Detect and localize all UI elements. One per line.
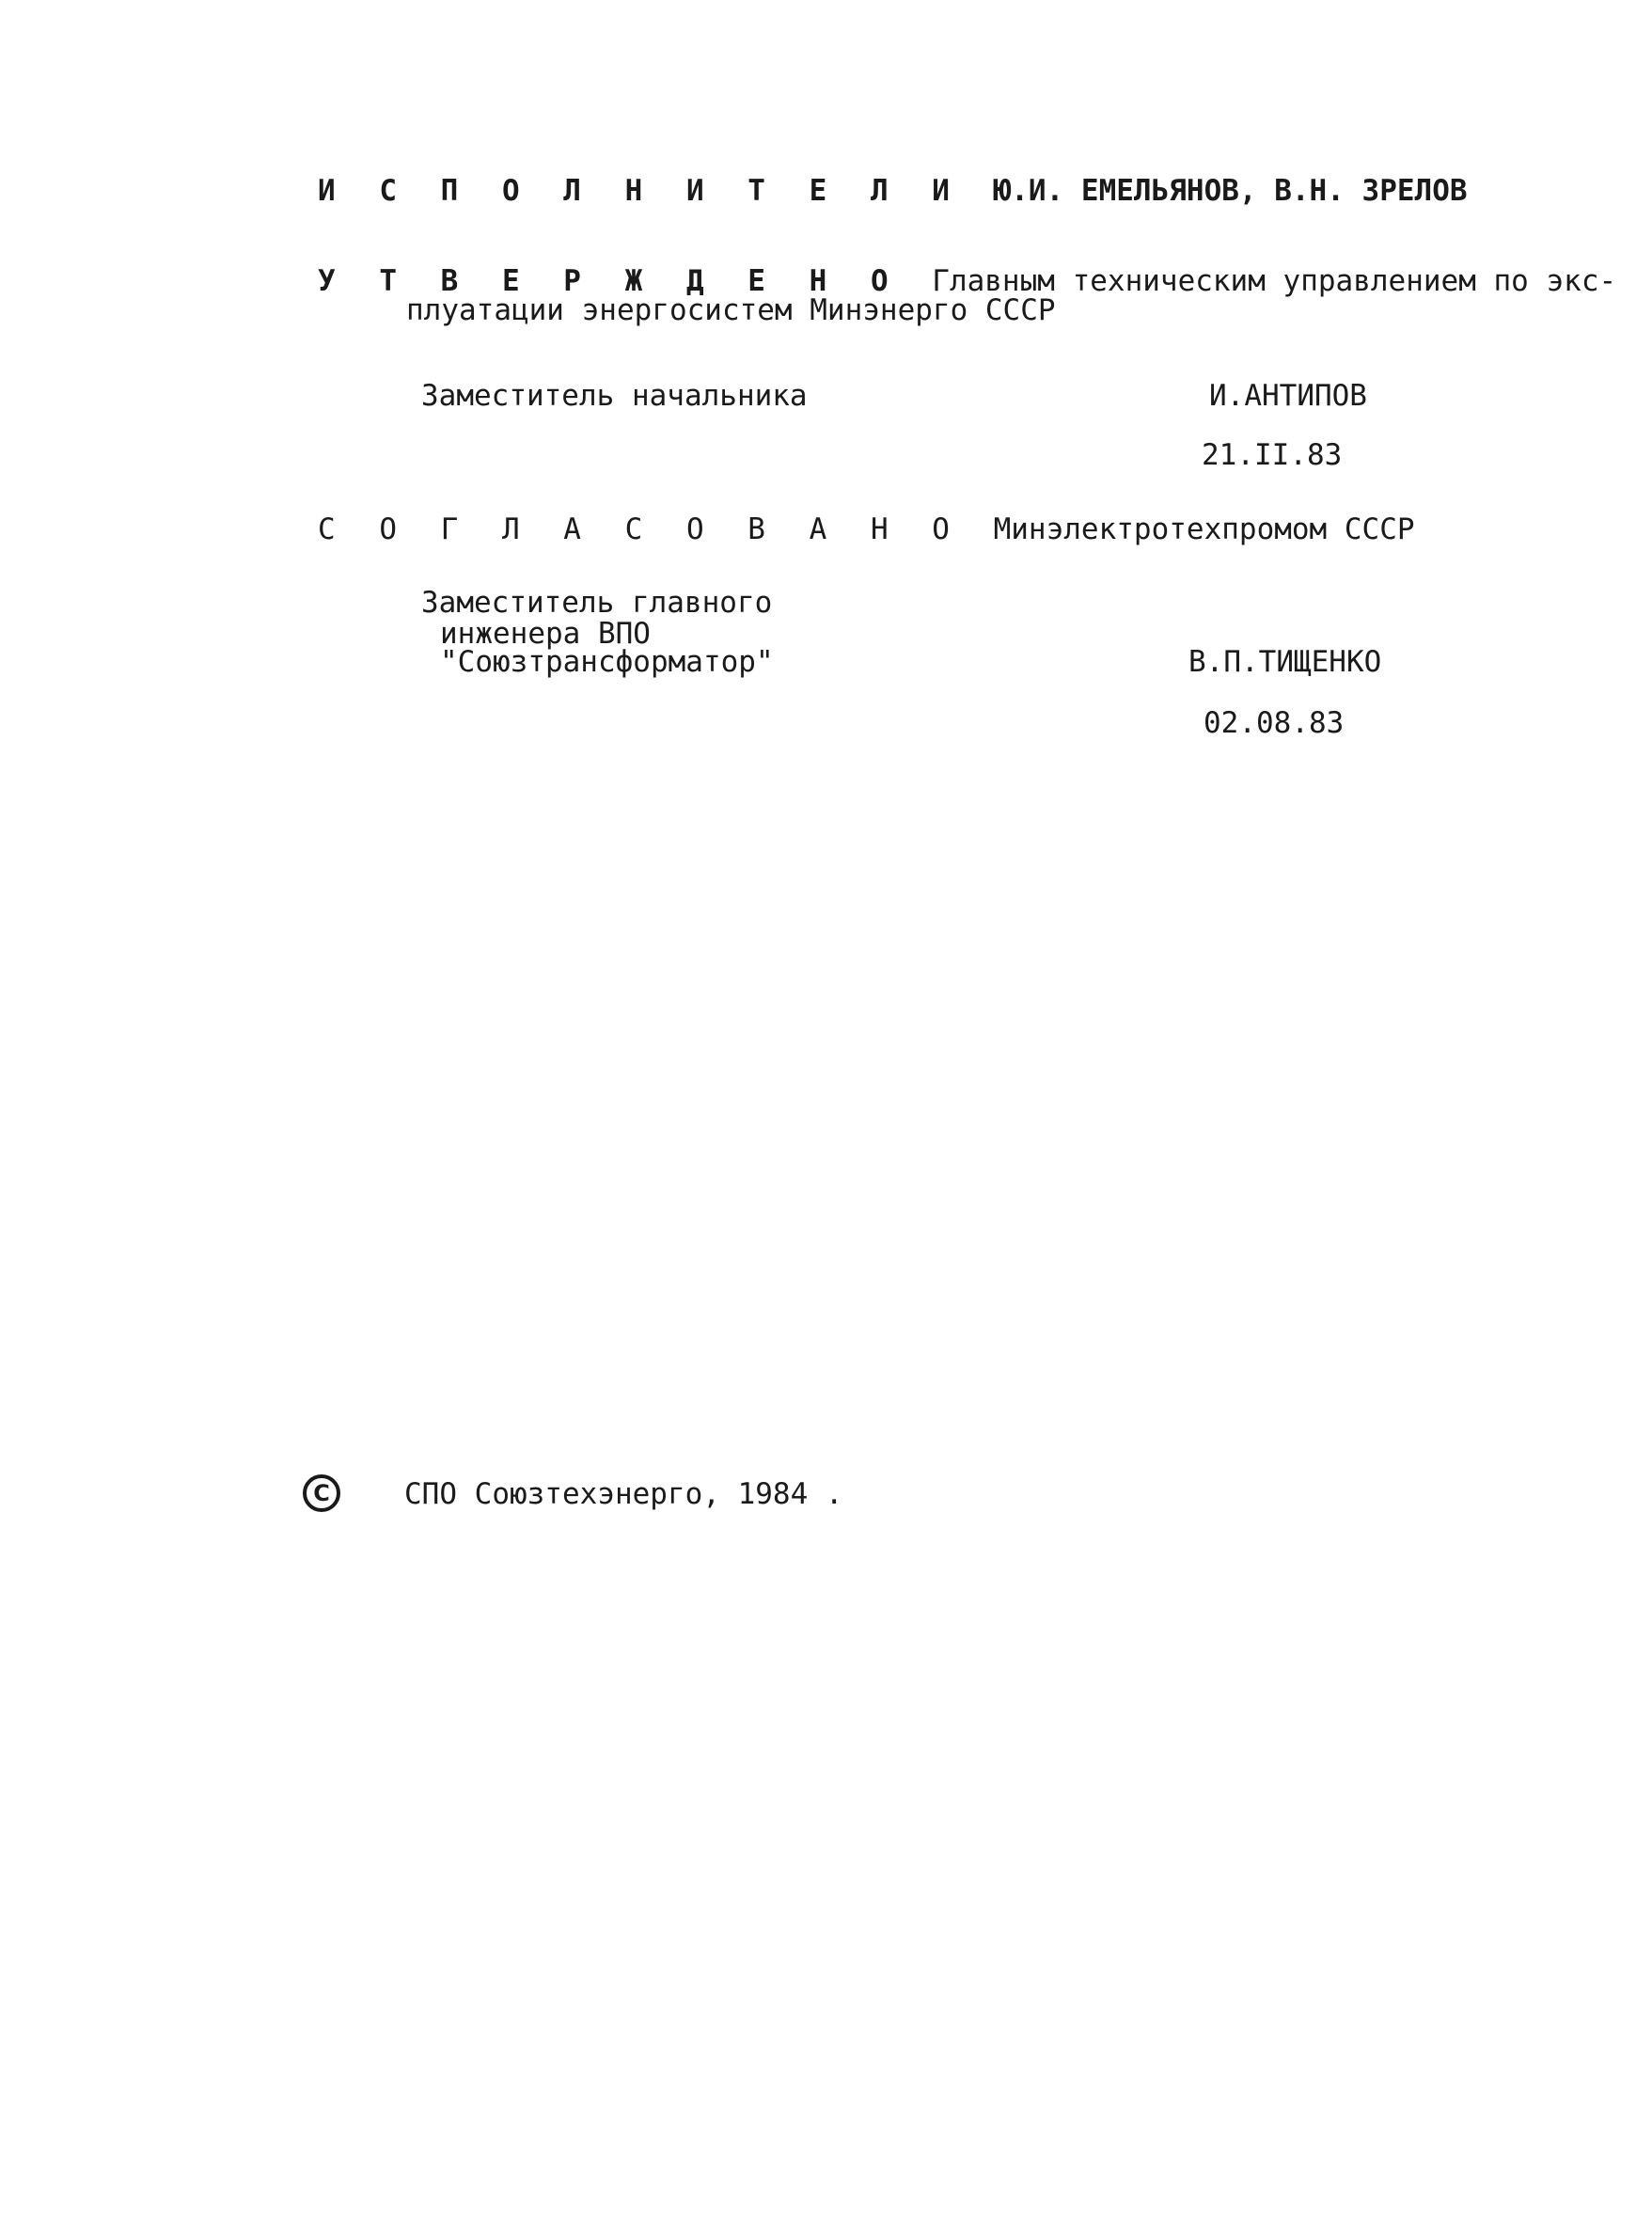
approved-signatory: И.АНТИПОВ [1209, 379, 1367, 413]
agreed-date: 02.08.83 [1204, 706, 1345, 740]
approved-position: Заместитель начальника [421, 379, 808, 413]
performers-label: И С П О Л Н И Т Е Л И [318, 174, 963, 208]
copyright-icon: C [303, 1474, 340, 1512]
agreed-position-line2: инженера ВПО [440, 617, 651, 651]
approved-date: 21.II.83 [1202, 438, 1343, 472]
performers-names: Ю.И. ЕМЕЛЬЯНОВ, В.Н. ЗРЕЛОВ [993, 174, 1468, 208]
agreed-position-line1: Заместитель главного [421, 586, 773, 620]
agreed-org: Минэлектротехпромом СССР [993, 512, 1415, 546]
agreed-position-line3: "Союзтрансформатор" [440, 645, 774, 679]
agreed-label: С О Г Л А С О В А Н О [318, 512, 963, 546]
agreed-signatory: В.П.ТИЩЕНКО [1188, 645, 1382, 679]
performers-line [318, 175, 1468, 207]
approved-label: У Т В Е Р Ж Д Е Н О [318, 264, 902, 298]
approved-line-1 [318, 265, 1616, 297]
copyright-text: СПО Союзтехэнерго, 1984 . [404, 1477, 843, 1511]
approved-text-line1: Главным техническим управлением по экс- [932, 264, 1617, 298]
agreed-line [318, 513, 1415, 545]
approved-text-line2: плуатации энергосистем Минэнерго СССР [406, 293, 1056, 327]
